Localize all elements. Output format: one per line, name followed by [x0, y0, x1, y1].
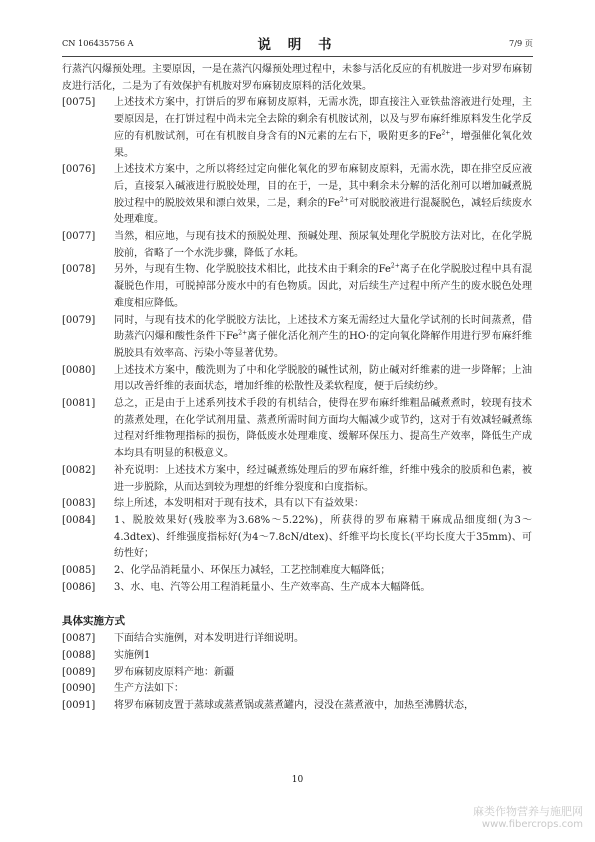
paragraph — [62, 496, 532, 513]
paragraph — [62, 262, 532, 312]
paragraph — [62, 95, 532, 162]
publication-number: CN 106435756 A — [62, 38, 134, 48]
paragraph — [62, 681, 532, 698]
paragraph-number: [0083] — [62, 498, 96, 510]
paragraph-number: [0078] — [62, 264, 96, 276]
paragraph — [62, 563, 532, 580]
paragraph-number: [0090] — [62, 683, 96, 695]
paragraph — [62, 513, 532, 563]
header-rule — [62, 56, 533, 57]
page-number: 10 — [291, 775, 304, 785]
paragraph-number: [0081] — [62, 398, 96, 410]
watermark — [473, 803, 583, 830]
paragraph-text: 补充说明：上述技术方案中，经过碱煮练处理后的罗布麻纤维，纤维中残余的胶质和色素，被进一步脱除，从而达到较为理想的纤维分裂度和白度指标。 — [114, 464, 532, 493]
paragraph-text: 行蒸汽闪爆预处理。主要原因，一是在蒸汽闪爆预处理过程中，未参与活化反应的有机胺进一步对罗布麻韧皮进行活化，二是为了有效保护有机胺对罗布麻韧皮原料的活化效果。 — [62, 64, 532, 92]
document-body — [62, 62, 532, 715]
paragraph-list — [62, 62, 532, 597]
paragraph-text: 罗布麻韧皮原料产地：新疆 — [114, 666, 234, 678]
paragraph-text: 将罗布麻韧皮置于蒸球或蒸煮锅或蒸煮罐内，浸没在蒸煮液中，加热至沸腾状态， — [114, 700, 474, 712]
paragraph-text: 另外，与现有生物、化学脱胶技术相比，此技术由于剩余的$Fe^{2+}$离子在化学脱胶过程中具有混凝脱色作用，可脱掉部分废水中的有色物质。因此，对后续生产过程中所产生的废水脱色处理难度相应降低。 — [114, 263, 533, 309]
paragraph-number: [0089] — [62, 666, 96, 678]
paragraph — [62, 363, 532, 396]
paragraph-text: 总之，正是由于上述系列技术手段的有机结合，使得在罗布麻纤维粗品碱煮煮时，较现有技术的蒸煮处理，在化学试剂用量、蒸煮所需时间方面均大幅减少或节约，这对于有效减轻碱煮练过程对纤维物理指标的损伤，降低废水处理难度、缓解环保压力、提高生产效率，降低生产成本均具有明显的积极意义。 — [114, 398, 532, 460]
paragraph — [62, 648, 532, 665]
paragraph-text: 3、水、电、汽等公用工程消耗量小、生产效率高、生产成本大幅降低。 — [114, 581, 431, 593]
paragraph-number: [0077] — [62, 231, 96, 243]
paragraph-number: [0085] — [62, 565, 96, 577]
paragraph-number: [0091] — [62, 700, 96, 712]
paragraph — [62, 631, 532, 648]
paragraph — [62, 463, 532, 496]
paragraph — [62, 162, 532, 229]
paragraph-number: [0087] — [62, 633, 96, 645]
paragraph — [62, 698, 532, 715]
paragraph-text: 上述技术方案中，酸洗则为了中和化学脱胶的碱性试剂，防止碱对纤维素的进一步降解；上油用以改善纤维的表面状态，增加纤维的松散性及柔软程度，便于后续纺纱。 — [114, 364, 532, 393]
paragraph-text: 上述技术方案中，之所以将经过定向催化氧化的罗布麻韧皮原料，无需水洗，即在排空反应液后，直接泵入碱液进行脱胶处理，目的在于，一是，其中剩余未分解的活化剂可以增加碱煮脱胶过程中的脱胶效果和漂白效果，二是，剩余的$Fe^{2+}$可对脱胶液进行混凝脱色，减轻后续废水处理难度。 — [114, 164, 533, 226]
watermark-site-name: 麻类作物营养与施肥网 — [473, 805, 583, 818]
paragraph-text: 下面结合实施例，对本发明进行详细说明。 — [114, 633, 304, 645]
paragraph-text: 1、脱胶效果好(残胶率为3.68%～5.22%)，所获得的罗布麻精干麻成品细度细(为3～4.3dtex)、纤维强度指标好(为4～7.8cN/dtex)、纤维平均长度长(平均长度大于35mm)、可纺性好； — [114, 514, 532, 560]
paragraph-number: [0076] — [62, 164, 96, 176]
paragraph-text: 同时，与现有技术的化学脱胶方法比，上述技术方案无需经过大量化学试剂的长时间蒸煮，借助蒸汽闪爆和酸性条件下$Fe^{2+}$离子催化活化剂产生的HO·的定向氧化降解作用进行罗布麻纤维脱胶具有效率高、污染小等显著优势。 — [114, 314, 532, 359]
paragraph-text: 当然，相应地，与现有技术的预脱处理、预碱处理、预尿氧处理化学脱胶方法对比，在化学脱胶前，省略了一个水洗步骤，降低了水耗。 — [114, 231, 532, 259]
paragraph-text: 2、化学品消耗量小、环保压力减轻，工艺控制难度大幅降低； — [114, 565, 391, 577]
paragraph-number: [0079] — [62, 314, 96, 326]
paragraph-text: 上述技术方案中，打饼后的罗布麻韧皮原料，无需水洗，即直接注入亚铁盐溶液进行处理，主要原因是，在打饼过程中尚未完全去除的剩余有机胺试剂，以及与罗布麻纤维原料发生化学反应的有机胺试剂，可在有机胺自身含有的N元素的左右下，吸附更多的$Fe^{2+}$，增强催化氧化效果。 — [114, 97, 533, 159]
paragraph-number: [0075] — [62, 97, 96, 109]
paragraph-number: [0080] — [62, 364, 96, 376]
page-header — [62, 36, 533, 53]
paragraph-number: [0082] — [62, 464, 96, 476]
paragraph-number: [0088] — [62, 649, 96, 661]
paragraph-text: 生产方法如下： — [114, 683, 184, 695]
paragraph-number: [0086] — [62, 581, 96, 593]
paragraph — [62, 665, 532, 682]
paragraph-number: [0084] — [62, 514, 96, 526]
paragraph-text: 实施例1 — [114, 649, 151, 661]
paragraph — [62, 396, 532, 463]
paragraph — [62, 313, 532, 363]
document-title: 说 明 书 — [257, 37, 338, 53]
paragraph — [62, 229, 532, 262]
paragraph-text: 综上所述，本发明相对于现有技术，具有以下有益效果： — [114, 498, 364, 510]
page-indicator: 7/9 页 — [509, 38, 533, 48]
paragraph — [62, 62, 532, 95]
paragraph-list-embodiment — [62, 631, 532, 715]
section-heading: 具体实施方式 — [62, 614, 125, 627]
watermark-url: www.fibercrops.com — [481, 819, 583, 830]
paragraph — [62, 580, 532, 597]
